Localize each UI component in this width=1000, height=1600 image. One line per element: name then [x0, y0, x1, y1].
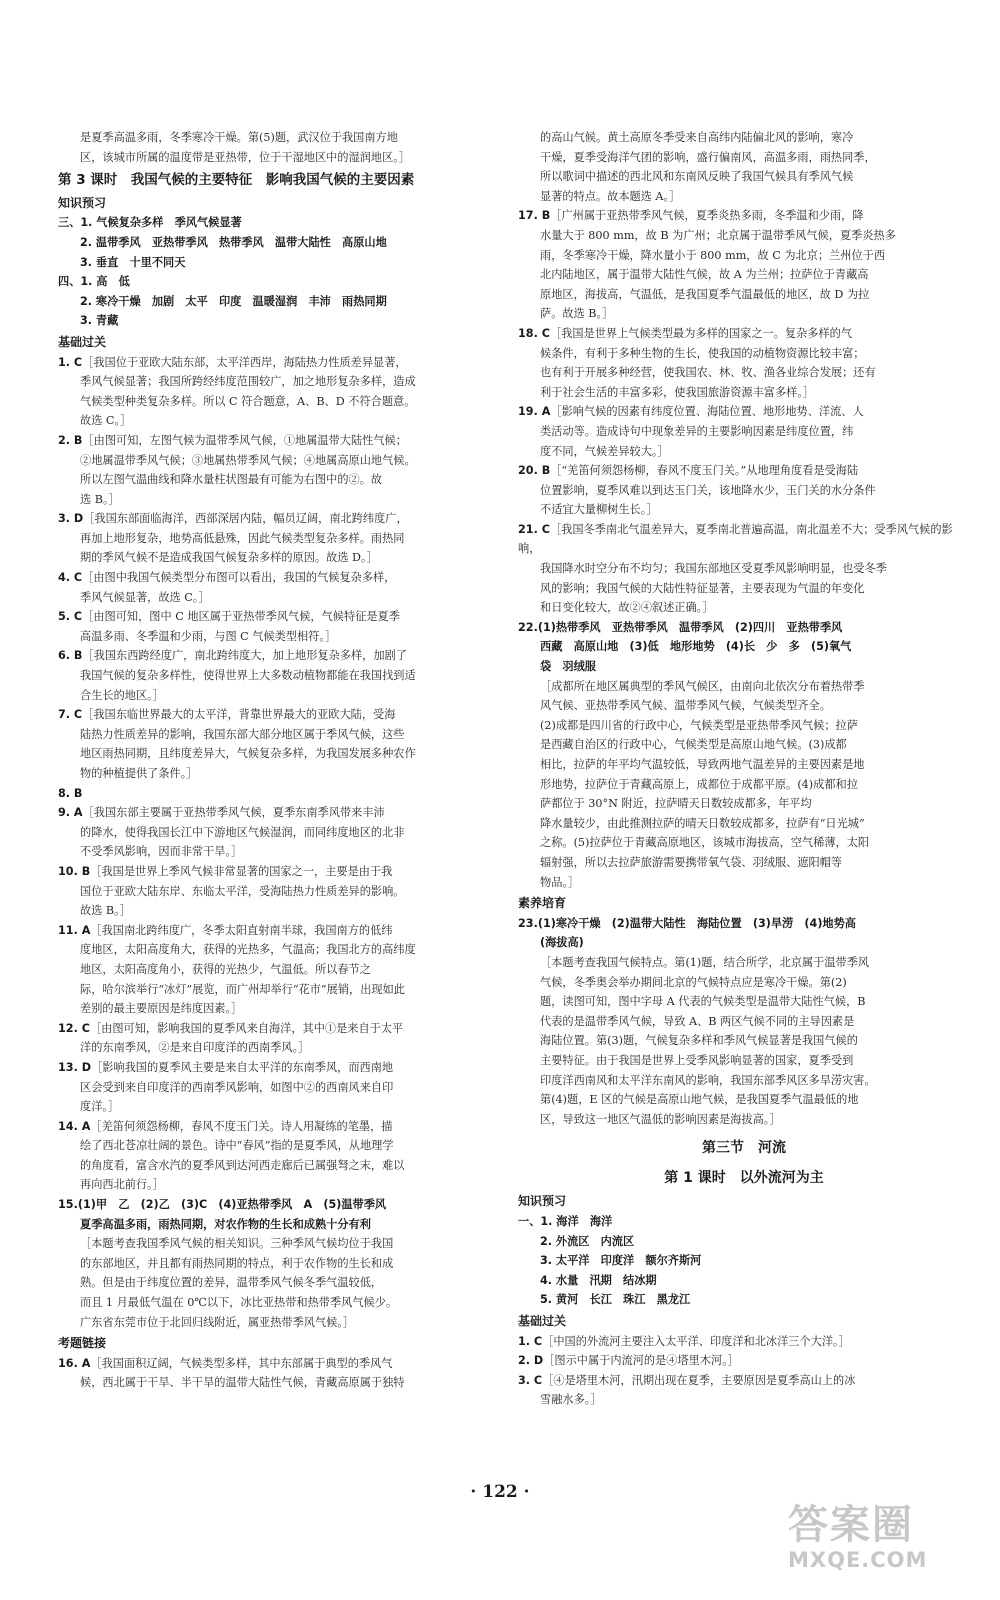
explanation-line: 故选 B。］ — [80, 904, 131, 918]
question-number: 1. C — [518, 1334, 543, 1348]
watermark-logo — [788, 1502, 978, 1582]
question-number: 7. C — [58, 708, 83, 722]
question-number: 12. C — [58, 1021, 90, 1035]
section-heading: 素养培育 — [518, 896, 567, 911]
watermark-bottom: MXQE.COM — [788, 1548, 928, 1572]
question-item-q17 — [518, 206, 970, 226]
knowledge-line: 5. 黄河 长江 珠江 黑龙江 — [540, 1293, 691, 1307]
explanation-line: ［本题考查我国气候特点。第(1)题，结合所学，北京属于温带季风 — [540, 955, 870, 969]
question-item-q9 — [58, 803, 510, 823]
explanation-line: ［广州属于亚热带季风气候，夏季炎热多雨，冬季温和少雨，降 — [550, 209, 864, 223]
explanation-line: 候，西北属于干旱、半干旱的温带大陆性气候，青藏高原属于独特 — [80, 1376, 405, 1390]
question-number: 3. C — [518, 1373, 543, 1387]
knowledge-line: 3. 青藏 — [80, 314, 119, 328]
explanation-line: ［我国是世界上季风气候非常显著的国家之一，主要是由于我 — [90, 864, 393, 878]
explanation-line: 度不同，气候差异较大。］ — [540, 444, 669, 458]
question-number: 16. A — [58, 1356, 91, 1370]
question-number: 8. B — [58, 786, 83, 800]
explanation-line: 区，导致这一地区气温低的影响因素是海拔高。］ — [540, 1112, 781, 1126]
right-column — [518, 128, 970, 1410]
explanation-line: 季风气候显著，故选 C。］ — [80, 590, 210, 604]
explanation-line: ［成都所在地区属典型的季风气候区，由南向北依次分布着热带季 — [540, 679, 865, 693]
explanation-line: 而且 1 月最低气温在 0℃以下，冰比亚热带和热带季风气候少。 — [80, 1296, 398, 1310]
explanation-line: ［由图中我国气候类型分布图可以看出，我国的气候复杂多样， — [82, 571, 396, 585]
explanation-line: ［我国面积辽阔，气候类型多样，其中东部属于典型的季风气 — [90, 1356, 393, 1370]
question-number: 17. B — [518, 209, 551, 223]
watermark-top: 答案圈 — [788, 1502, 914, 1548]
explanation-line: 原地区，海拔高，气温低，是我国夏季气温最低的地区，故 D 为拉 — [540, 287, 870, 301]
question-item-q15 — [58, 1195, 510, 1215]
explanation-line: ［由图可知，影响我国的夏季风来自海洋，其中①是来自于太平 — [89, 1021, 404, 1035]
question-item-q18 — [518, 324, 970, 344]
explanation-line: ［我国冬季南北气温差异大，夏季南北普遍高温，南北温差不大；受季风气候的影响， — [518, 522, 953, 556]
explanation-line: ［羌笛何须怨杨柳，春风不度玉门关。诗人用凝练的笔墨，描 — [90, 1119, 393, 1133]
explanation-line: 所以歌词中描述的西北风和东南风反映了我国气候具有季风气候 — [540, 170, 854, 184]
question-number: 5. C — [58, 610, 83, 624]
question-number: 15. — [58, 1198, 78, 1212]
lesson-title: 第 1 课时 以外流河为主 — [664, 1169, 824, 1186]
explanation-line: 不受季风影响，因而非常干旱。］ — [80, 845, 243, 859]
knowledge-line: 三、1. 气候复杂多样 季风气候显著 — [58, 216, 242, 230]
question-item-q20 — [518, 461, 970, 481]
explanation-line: 际，哈尔滨举行“冰灯”展览，而广州却举行“花市”展销，出现如此 — [80, 982, 405, 996]
explanation-line: 高温多雨、冬季温和少雨，与图 C 气候类型相符。］ — [80, 629, 337, 643]
question-number: 11. A — [58, 923, 91, 937]
explanation-line: ［“羌笛何须怨杨柳，春风不度玉门关。”从地理角度看是受海陆 — [550, 464, 859, 478]
question-item-q2 — [58, 431, 510, 451]
explanation-line: ［我国东部主要属于亚热带季风气候，夏季东南季风带来丰沛 — [82, 806, 385, 820]
explanation-line: 的角度看，富含水汽的夏季风到达河西走廊后已属强弩之末，难以 — [80, 1158, 405, 1172]
explanation-line: 也有利于开展多种经营，使我国农、林、牧、渔各业综合发展；还有 — [540, 366, 876, 380]
explanation-line: 北内陆地区，属于温带大陆性气候，故 A 为兰州；拉萨位于青藏高 — [540, 268, 869, 282]
question-item-q8 — [58, 784, 510, 804]
question-item-q7 — [58, 705, 510, 725]
answer-text: (1)寒冷干燥 (2)温带大陆性 海陆位置 (3)旱涝 (4)地势高 — [537, 916, 856, 930]
question-number: 6. B — [58, 649, 83, 663]
question-number: 10. B — [58, 864, 91, 878]
explanation-line: 相比，拉萨的年平均气温较低，导致两地气温差异的主要因素是地 — [540, 758, 865, 771]
question-number: 18. C — [518, 326, 550, 340]
explanation-line: 我国气候的复杂多样性，使得世界上大多数动植物都能在我国找到适 — [80, 669, 416, 683]
question-item-q22 — [518, 618, 970, 638]
explanation-line: 和日变化较大，故②④叙述正确。］ — [540, 601, 714, 615]
explanation-line: 风的影响；我国气候的大陆性特征显著，主要表现为气温的年变化 — [540, 581, 865, 595]
explanation-line: 主要特征。由于我国是世界上受季风影响显著的国家，夏季受到 — [540, 1053, 854, 1067]
explanation-line: 选 B。］ — [80, 492, 120, 506]
question-number: 9. A — [58, 806, 83, 820]
explanation-line: 我国降水时空分布不均匀；我国东部地区受夏季风影响明显，也受冬季 — [540, 562, 887, 576]
explanation-line: 广东省东莞市位于北回归线附近，属亚热带季风气候。］ — [80, 1315, 355, 1329]
explanation-line: 所以左图气温曲线和降水量柱状图最有可能为右图中的②。故 — [80, 473, 383, 487]
answer-text: 袋 羽绒服 — [540, 660, 596, 674]
explanation-line: 干燥，夏季受海洋气团的影响，盛行偏南风，高温多雨，雨热同季， — [540, 150, 876, 164]
explanation-line: 绘了西北苍凉壮阔的景色。诗中“春风”指的是夏季风，从地理学 — [80, 1139, 394, 1153]
question-number: 2. B — [58, 433, 83, 447]
explanation-line: 第(4)题，E 区的气候是高原山地气候，是我国夏季气温最低的地 — [540, 1093, 859, 1107]
explanation-line: 雪融水多。］ — [540, 1393, 602, 1407]
explanation-line: 合生长的地区。］ — [80, 688, 164, 702]
explanation-line: 气候类型种类复杂多样。所以 C 符合题意，A、B、D 不符合题意。 — [80, 394, 416, 408]
explanation-line: 萨都位于 30°N 附近，拉萨晴天日数较成都多，年平均 — [540, 797, 812, 811]
explanation-line: 显著的特点。故本题选 A。］ — [540, 189, 681, 203]
explanation-line: ［我国南北跨纬度广，冬季太阳直射南半球，我国南方的低纬 — [90, 923, 393, 937]
explanation-line: ［我国东部面临海洋，西部深居内陆，幅员辽阔，南北跨纬度广， — [83, 512, 408, 526]
question-number: 3. D — [58, 512, 84, 526]
question-item-q5 — [58, 607, 510, 627]
question-item-r2 — [518, 1351, 970, 1371]
explanation-line: 降水量较少，由此推测拉萨的晴天日数较成都多，拉萨有“日光城” — [540, 816, 865, 830]
question-number: 2. D — [518, 1354, 544, 1368]
explanation-line: ［我国东临世界最大的太平洋，背靠世界最大的亚欧大陆，受海 — [82, 708, 396, 722]
explanation-line: 地区雨热同期，且纬度差异大，气候复杂多样，为我国发展多种农作 — [80, 747, 416, 761]
question-number: 22. — [518, 620, 538, 634]
section-heading: 基础过关 — [518, 1314, 567, 1329]
explanation-line: ［④是塔里木河，汛期出现在夏季，主要原因是夏季高山上的冰 — [542, 1373, 856, 1387]
explanation-line: 物的种植提供了条件。］ — [80, 767, 198, 780]
explanation-line: 辐射强，所以去拉萨旅游需要携带氧气袋、羽绒服、遮阳帽等 — [540, 855, 843, 869]
explanation-line: 再向西北前行。］ — [80, 1178, 164, 1192]
question-number: 13. D — [58, 1060, 91, 1074]
explanation-line: 类活动等。造成诗句中现象差异的主要影响因素是纬度位置，纬 — [540, 424, 854, 438]
question-item-q3 — [58, 509, 510, 529]
explanation-line: (2)成都是四川省的行政中心，气候类型是亚热带季风气候；拉萨 — [540, 718, 858, 732]
question-item-q21 — [518, 520, 970, 559]
left-column — [58, 128, 510, 1393]
question-number: 20. B — [518, 464, 551, 478]
explanation-line: 度地区，太阳高度角大，获得的光热多，气温高；我国北方的高纬度 — [80, 943, 416, 957]
explanation-line: 的高山气候。黄土高原冬季受来自高纬内陆偏北风的影响，寒冷 — [540, 131, 854, 144]
question-item-q12 — [58, 1019, 510, 1039]
knowledge-line: 四、1. 高 低 — [58, 275, 130, 289]
knowledge-line: 2. 寒冷干燥 加剧 太平 印度 温暖湿润 丰沛 雨热同期 — [80, 294, 387, 308]
explanation-line: 物品。］ — [540, 875, 580, 889]
knowledge-line: 4. 水量 汛期 结冰期 — [540, 1273, 657, 1287]
knowledge-line: 3. 垂直 十里不同天 — [80, 255, 186, 269]
explanation-line: 印度洋西南风和太平洋东南风的影响，我国东部季风区多旱涝灾害。 — [540, 1073, 876, 1087]
explanation-line: ［我国位于亚欧大陆东部，太平洋西岸，海陆热力性质差异显著， — [82, 355, 407, 369]
section-heading: 知识预习 — [518, 1194, 567, 1209]
explanation-line: 区会受到来自印度洋的西南季风影响，如图中②的西南风来自印 — [80, 1080, 394, 1094]
question-item-q11 — [58, 921, 510, 941]
question-number: 23. — [518, 916, 538, 930]
explanation-line: ［由图可知，图中 C 地区属于亚热带季风气候，气候特征是夏季 — [82, 610, 400, 624]
question-item-q4 — [58, 568, 510, 588]
knowledge-line: 一、1. 海洋 海洋 — [518, 1215, 613, 1229]
question-item-q23 — [518, 914, 970, 934]
answer-text: (1)热带季风 亚热带季风 温带季风 (2)四川 亚热带季风 — [537, 620, 843, 634]
explanation-line: 区，该城市所属的温度带是亚热带，位于干湿地区中的湿润地区。］ — [80, 150, 411, 164]
question-item-q13 — [58, 1058, 510, 1078]
question-number: 19. A — [518, 405, 551, 419]
explanation-line: ［影响气候的因素有纬度位置、海陆位置、地形地势、洋流、人 — [550, 405, 864, 419]
explanation-line: ［本题考查我国季风气候的相关知识。三种季风气候均位于我国 — [80, 1237, 394, 1251]
explanation-line: 度洋。］ — [80, 1100, 120, 1114]
question-number: 1. C — [58, 355, 83, 369]
question-item-q10 — [58, 862, 510, 882]
explanation-line: ②地属温带季风气候；③地属热带季风气候；④地属高原山地气候。 — [80, 453, 416, 467]
explanation-line: 风气候、亚热带季风气候、温带季风气候，气候类型齐全。 — [540, 699, 831, 713]
explanation-line: 故选 C。］ — [80, 414, 132, 428]
question-item-q1 — [58, 353, 510, 373]
explanation-line: 题，读图可知，图中字母 A 代表的气候类型是温带大陆性气候，B — [540, 995, 866, 1009]
explanation-line: 季风气候显著；我国所跨经纬度范围较广，加之地形复杂多样，造成 — [80, 375, 416, 389]
explanation-line: 形地势，拉萨位于青藏高原上，成都位于成都平原。(4)成都和拉 — [540, 777, 858, 791]
explanation-line: 的降水，使得我国长江中下游地区气候湿润，而同纬度地区的北非 — [80, 825, 405, 839]
explanation-line: 地区，太阳高度角小，获得的光热少，气温低。所以春节之 — [80, 962, 371, 976]
question-item-q14 — [58, 1117, 510, 1137]
section-heading: 基础过关 — [58, 334, 107, 349]
explanation-line: 代表的是温带季风气候，导致 A、B 两区气候不同的主导因素是 — [540, 1014, 855, 1028]
question-number: 21. C — [518, 522, 550, 536]
explanation-line: 洋的东南季风，②是来自印度洋的西南季风。］ — [80, 1041, 310, 1055]
explanation-line: 再加上地形复杂，地势高低悬殊，因此气候类型复杂多样。雨热同 — [80, 531, 405, 545]
explanation-line: ［图示中属于内流河的是④塔里木河。］ — [543, 1354, 739, 1368]
explanation-line: 是西藏自治区的行政中心，气候类型是高原山地气候。(3)成都 — [540, 738, 847, 752]
answer-text: (1)甲 乙 (2)乙 (3)C (4)亚热带季风 A (5)温带季风 — [77, 1198, 387, 1212]
question-number: 4. C — [58, 571, 83, 585]
explanation-line: 不适宜大量柳树生长。］ — [540, 503, 658, 517]
explanation-line: 陆热力性质差异的影响，我国东部大部分地区属于季风气候，这些 — [80, 727, 405, 741]
answer-text: 夏季高温多雨，雨热同期，对农作物的生长和成熟十分有利 — [80, 1217, 371, 1231]
explanation-line: 国位于亚欧大陆东岸、东临太平洋，受海陆热力性质差异的影响。 — [80, 884, 405, 898]
explanation-line: 熟。但是由于纬度位置的差异，温带季风气候冬季气温较低， — [80, 1276, 383, 1290]
section-heading: 知识预习 — [58, 195, 107, 210]
question-item-r3 — [518, 1371, 970, 1391]
lesson-title: 第 3 课时 我国气候的主要特征 影响我国气候的主要因素 — [58, 172, 415, 189]
question-item-q19 — [518, 402, 970, 422]
explanation-line: 水量大于 800 mm，故 B 为广州；北京属于温带季风气候，夏季炎热多 — [540, 228, 896, 242]
explanation-line: ［由图可知，左图气候为温带季风气候，①地属温带大陆性气候； — [82, 433, 407, 447]
explanation-line: ［影响我国的夏季风主要是来自太平洋的东南季风，而西南地 — [91, 1060, 394, 1074]
page-number: · 122 · — [470, 1482, 530, 1502]
explanation-line: 差别的最主要原因是纬度因素。］ — [80, 1002, 243, 1016]
explanation-line: ［中国的外流河主要注入太平洋、印度洋和北冰洋三个大洋。］ — [542, 1334, 850, 1348]
explanation-line: 之称。(5)拉萨位于青藏高原地区，该城市海拔高，空气稀薄，太阳 — [540, 836, 870, 850]
question-number: 14. A — [58, 1119, 91, 1133]
question-item-q16 — [58, 1354, 510, 1374]
explanation-line: 气候，冬季奥会举办期间北京的气候特点应是寒冷干燥。第(2) — [540, 975, 847, 989]
explanation-line: 海陆位置。第(3)题，气候复杂多样和季风气候显著是我国气候的 — [540, 1034, 858, 1048]
explanation-line: 的东部地区，并且都有雨热同期的特点，利于农作物的生长和成 — [80, 1256, 394, 1270]
explanation-line: 雨，冬季寒冷干燥，降水量小于 800 mm，故 C 为北京；兰州位于西 — [540, 248, 886, 262]
knowledge-line: 2. 温带季风 亚热带季风 热带季风 温带大陆性 高原山地 — [80, 235, 387, 249]
explanation-line: 是夏季高温多雨，冬季寒冷干燥。第(5)题，武汉位于我国南方地 — [80, 131, 398, 144]
question-item-r1 — [518, 1332, 970, 1352]
knowledge-line: 3. 太平洋 印度洋 额尔齐斯河 — [540, 1254, 702, 1268]
explanation-line: ［我国是世界上气候类型最为多样的国家之一。复杂多样的气 — [549, 326, 853, 340]
answer-text: 西藏 高原山地 (3)低 地形地势 (4)长 少 多 (5)氧气 — [540, 640, 852, 654]
explanation-line: 利于社会生活的丰富多彩，使我国旅游资源丰富多样。］ — [540, 385, 815, 399]
answer-text: (海拔高) — [540, 936, 584, 950]
explanation-line: 位置影响，夏季风难以到达玉门关，该地降水少，玉门关的水分条件 — [540, 483, 876, 497]
section-title: 第三节 河流 — [702, 1140, 786, 1157]
question-item-q6 — [58, 646, 510, 666]
explanation-line: ［我国东西跨经度广，南北跨纬度大，加上地形复杂多样，加剧了 — [82, 649, 407, 663]
explanation-line: 萨。故选 B。］ — [540, 307, 614, 321]
section-heading: 考题链接 — [58, 1336, 107, 1351]
knowledge-line: 2. 外流区 内流区 — [540, 1234, 635, 1248]
explanation-line: 候条件，有利于多种生物的生长，使我国的动植物资源比较丰富； — [540, 346, 865, 360]
explanation-line: 期的季风气候不是造成我国气候复杂多样的原因。故选 D。］ — [80, 551, 378, 565]
